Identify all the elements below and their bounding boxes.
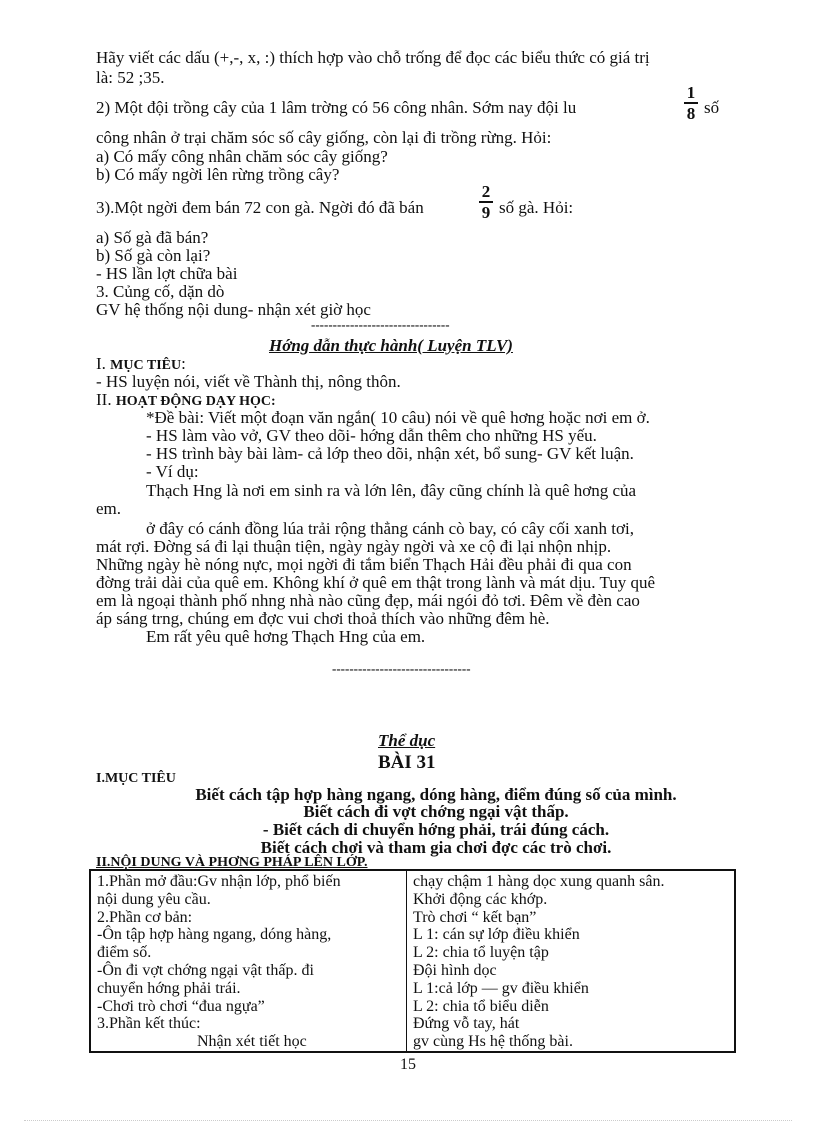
table-cell-line: Nhận xét tiết học bbox=[197, 1033, 307, 1051]
pe-objectives-heading: I.MỤC TIÊU bbox=[96, 771, 176, 786]
tlv-topic: *Đề bài: Viết một đoạn văn ngắn( 10 câu) nói về quê hơng hoặc nơi em ở. bbox=[146, 408, 650, 427]
table-cell-line: Đội hình dọc bbox=[413, 961, 497, 979]
example-paragraph-1: Thạch Hng là nơi em sinh ra và lớn lên, đây cũng chính là quê hơng của bbox=[146, 481, 637, 500]
tlv-title: Hớng dẫn thực hành( Luyện TLV) bbox=[269, 336, 513, 355]
section-number: II. bbox=[96, 390, 112, 409]
question-3-after-fraction: số gà. Hỏi: bbox=[499, 198, 574, 217]
exercise-intro-values: là: 52 ;35. bbox=[96, 68, 165, 87]
table-cell-line: L 2: chia tổ biểu diễn bbox=[413, 997, 549, 1015]
fraction-denominator: 8 bbox=[686, 104, 696, 123]
fraction-numerator: 1 bbox=[686, 83, 696, 102]
table-cell-line: -Chơi trò chơi “đua ngựa” bbox=[97, 997, 265, 1015]
question-3-part-b: b) Số gà còn lại? bbox=[96, 246, 211, 265]
table-cell-line: Đứng vỗ tay, hát bbox=[413, 1015, 520, 1033]
question-2-part-a: a) Có mấy công nhân chăm sóc cây giống? bbox=[96, 147, 388, 166]
exercise-intro-line: Hãy viết các dấu (+,-, x, :) thích hợp vào chỗ trống để đọc các biểu thức có giá trị bbox=[96, 48, 650, 67]
pe-subject: Thể dục bbox=[378, 731, 436, 750]
page-bottom-divider bbox=[24, 1120, 792, 1121]
section-heading: HOẠT ĐỘNG DẠY HỌC: bbox=[115, 394, 276, 409]
question-2-text: 2) Một đội trồng cây của 1 lâm trờng có 56 công nhân. Sớm nay đội lu bbox=[96, 98, 577, 117]
table-cell-line: L 1: cán sự lớp điều khiển bbox=[413, 926, 580, 944]
example-paragraph-2-cont: Những ngày hè nóng nực, mọi ngời đi tắm biển Thạch Hải đều phải đi qua con bbox=[96, 555, 632, 574]
table-cell-line: chạy chậm 1 hàng dọc xung quanh sân. bbox=[413, 873, 665, 890]
pe-lesson-number: BÀI 31 bbox=[378, 752, 436, 773]
example-paragraph-3: Em rất yêu quê hơng Thạch Hng của em. bbox=[146, 627, 426, 646]
table-cell-line: L 2: chia tổ luyện tập bbox=[413, 944, 549, 962]
question-2-fraction bbox=[684, 84, 698, 122]
question-3-part-a: a) Số gà đã bán? bbox=[96, 228, 209, 247]
section-separator: -------------------------------- bbox=[311, 317, 450, 332]
pe-objective-1: Biết cách tập hợp hàng ngang, dóng hàng, điểm đúng số của mình. bbox=[195, 785, 677, 804]
table-cell-line: Trò chơi “ kết bạn” bbox=[413, 908, 537, 926]
table-cell-line: -Ôn đi vợt chớng ngại vật thấp. đi bbox=[97, 961, 314, 979]
fraction-denominator: 9 bbox=[481, 203, 491, 222]
table-cell-line: gv cùng Hs hệ thống bài. bbox=[413, 1033, 573, 1051]
left-column-cell bbox=[90, 870, 407, 1052]
example-paragraph-2: ở đây có cánh đồng lúa trải rộng thẳng cánh cò bay, có cây cối xanh tơi, bbox=[146, 519, 634, 538]
question-3-text: 3).Một ngời đem bán 72 con gà. Ngời đó đã bán bbox=[96, 198, 424, 217]
hs-fix-line: - HS lần lợt chữa bài bbox=[96, 264, 238, 283]
fraction-numerator: 2 bbox=[481, 182, 491, 201]
table-cell-line: nội dung yêu cầu. bbox=[97, 890, 211, 908]
table-row bbox=[90, 870, 735, 1052]
pe-objective-2: Biết cách đi vợt chớng ngại vật thấp. bbox=[303, 802, 569, 821]
pe-lesson-table bbox=[89, 869, 736, 1053]
example-paragraph-1-cont: em. bbox=[96, 499, 122, 518]
table-cell-line: L 1:cả lớp — gv điều khiển bbox=[413, 979, 589, 997]
pe-objective-3: - Biết cách di chuyển hớng phải, trái đúng cách. bbox=[262, 820, 610, 839]
question-2-line-2: công nhân ở trại chăm sóc số cây giống, còn lại đi trồng rừng. Hỏi: bbox=[96, 128, 552, 147]
pe-objective-4: Biết cách chơi và tham gia chơi đợc các trò chơi. bbox=[260, 838, 612, 857]
section-number: I. bbox=[96, 354, 106, 373]
tlv-example-label: - Ví dụ: bbox=[146, 462, 199, 481]
table-cell-line: -Ôn tập hợp hàng ngang, dóng hàng, bbox=[97, 926, 332, 944]
table-cell-line: Khởi động các khớp. bbox=[413, 890, 548, 908]
example-paragraph-2-cont: mát rợi. Đờng sá đi lại thuận tiện, ngày ngày ngời và xe cộ đi lại nhộn nhịp. bbox=[96, 537, 612, 556]
question-3-fraction bbox=[479, 183, 493, 221]
page-number: 15 bbox=[400, 1056, 416, 1073]
table-cell-line: 1.Phần mở đầu:Gv nhận lớp, phổ biến bbox=[97, 873, 341, 890]
table-cell-line: 2.Phần cơ bản: bbox=[97, 908, 193, 926]
table-cell-line: chuyển hớng phải trái. bbox=[97, 979, 241, 997]
tlv-objective: - HS luyện nói, viết về Thành thị, nông thôn. bbox=[96, 372, 401, 391]
example-paragraph-2-cont: đờng trải dài của quê em. Không khí ở quê em thật trong lành và mát dịu. Tuy quê bbox=[96, 573, 656, 592]
section-colon: : bbox=[181, 354, 186, 373]
question-2-part-b: b) Có mấy ngời lên rừng trồng cây? bbox=[96, 165, 340, 184]
gv-summary-line: GV hệ thống nội dung- nhận xét giờ học bbox=[96, 300, 371, 319]
tlv-step-2: - HS trình bày bài làm- cả lớp theo dõi, nhận xét, bổ sung- GV kết luận. bbox=[146, 444, 634, 463]
section-separator: -------------------------------- bbox=[332, 661, 471, 676]
table-cell-line: điểm số. bbox=[97, 944, 152, 962]
example-paragraph-2-cont: áp sáng trng, chúng em đợc vui chơi thoả thích vào những đêm hè. bbox=[96, 609, 550, 628]
question-2-after-fraction: số bbox=[704, 98, 720, 117]
section-heading: MỤC TIÊU bbox=[110, 358, 182, 373]
right-column-cell bbox=[407, 870, 736, 1052]
table-cell-line: 3.Phần kết thúc: bbox=[97, 1015, 201, 1033]
example-paragraph-2-cont: em là ngoại thành phố nhng nhà nào cũng đẹp, mái ngói đỏ tơi. Đêm về đèn cao bbox=[96, 591, 640, 610]
consolidate-line: 3. Củng cố, dặn dò bbox=[96, 282, 225, 301]
tlv-step-1: - HS làm vào vở, GV theo dõi- hớng dẫn thêm cho những HS yếu. bbox=[146, 426, 597, 445]
pe-content-heading: II.NỘI DUNG VÀ PHƠNG PHÁP LÊN LỚP. bbox=[96, 855, 368, 870]
